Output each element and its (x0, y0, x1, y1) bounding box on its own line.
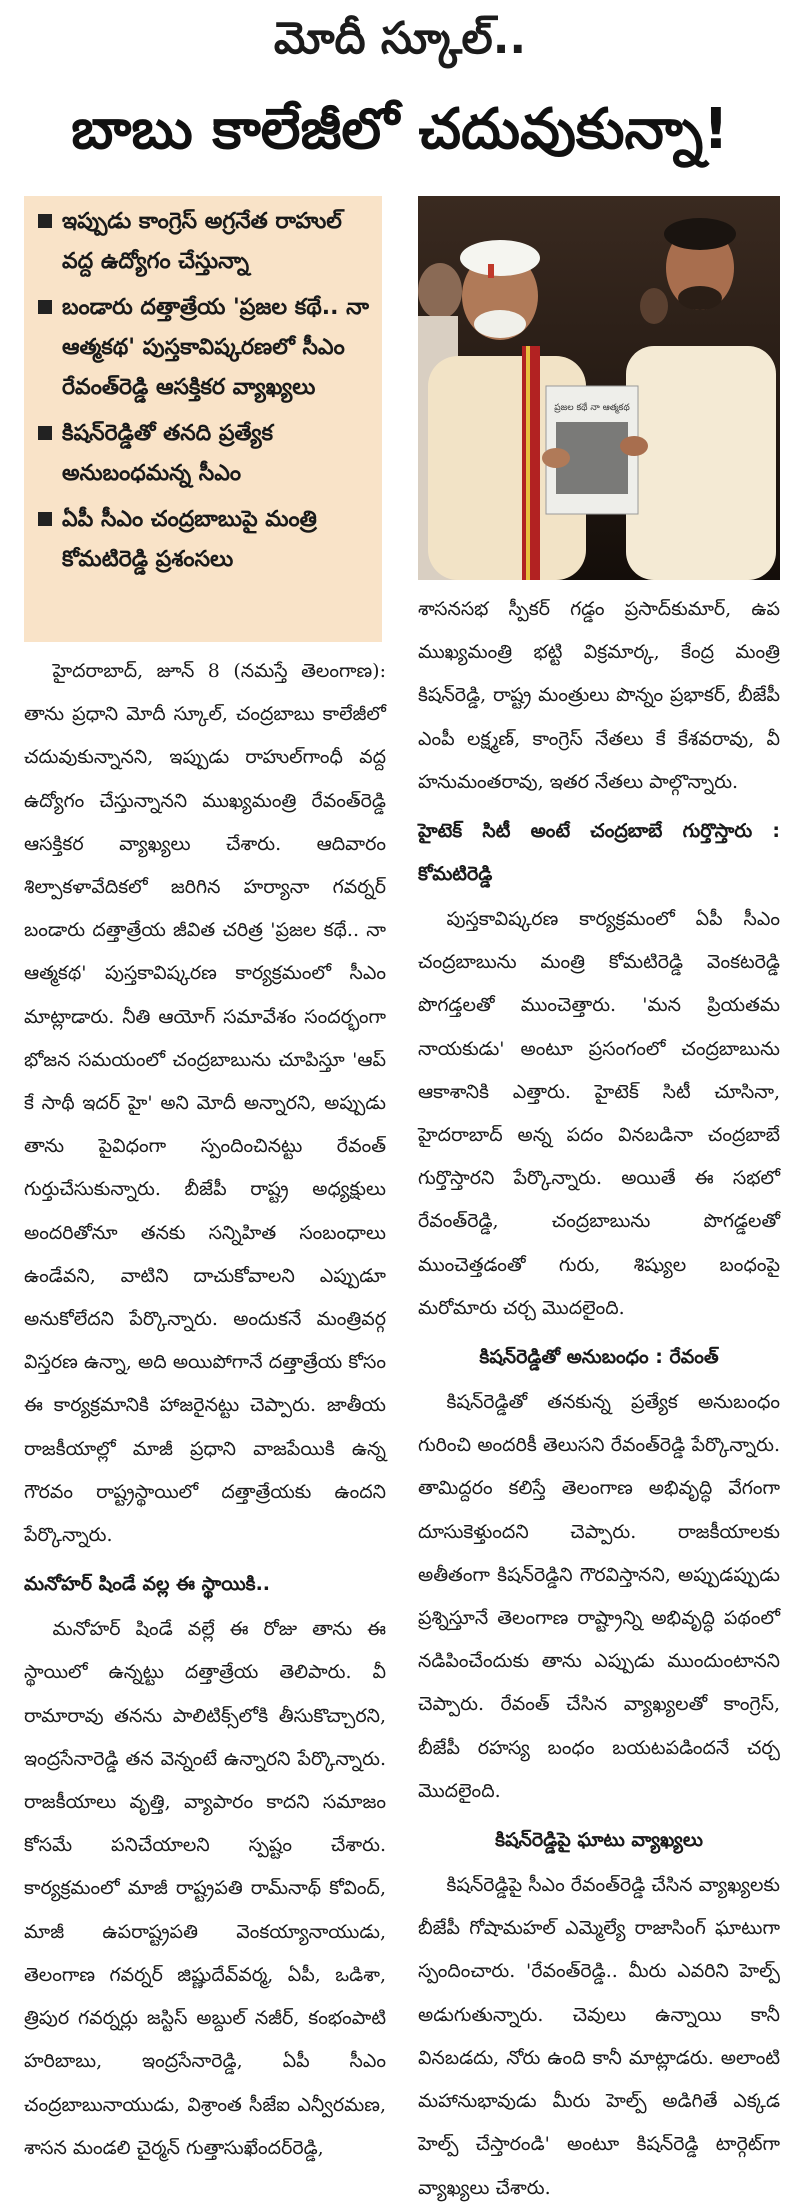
book-launch-photo (418, 196, 780, 580)
article-paragraph: శాసనసభ స్పీకర్‌ గడ్డం ప్రసాద్‌కుమార్‌, ఉప ముఖ్యమంత్రి భట్టి విక్రమార్క, కేంద్ర మంత్రి కిషన్‌రెడ్డి, రాష్ట్ర మంత్రులు పొన్నం ప్రభాకర్‌, బీజేపీ ఎంపీ లక్ష్మణ్‌, కాంగ్రెస్‌ నేతలు కే కేశవరావు, వీ హనుమంతరావు, ఇతర నేతలు పాల్గొన్నారు. (418, 598, 780, 793)
article-subheading: హైటెక్‌ సిటీ అంటే చంద్రబాబే గుర్తొస్తారు : కోమటిరెడ్డి (418, 820, 780, 886)
headline-line-2: బాబు కాలేజీలో చదువుకున్నా! (71, 97, 729, 162)
article-paragraph: మనోహర్‌ షిండే వల్లే ఈ రోజు తాను ఈ స్థాయిలో ఉన్నట్టు దత్తాత్రేయ తెలిపారు. వీ రామారావు తనను పాలిటిక్స్‌లోకి తీసుకొచ్చారని, ఇంద్రసేనారెడ్డి తన వెన్నంటే ఉన్నారని పేర్కొన్నారు. రాజకీయాలు వృత్తి, వ్యాపారం కాదని సమాజం కోసమే పనిచేయాలని స్పష్టం చేశారు. కార్యక్రమంలో మాజీ రాష్ట్రపతి రామ్‌నాథ్‌ కోవింద్‌, మాజీ ఉపరాష్ట్రపతి వెంకయ్యానాయుడు, తెలంగాణ గవర్నర్‌ జిష్ణుదేవ్‌వర్మ, ఏపీ, ఒడిశా, త్రిపుర గవర్నర్లు జస్టిస్‌ అబ్దుల్‌ నజీర్‌, కంభంపాటి హరిబాబు, ఇంద్రసేనారెడ్డి, ఏపీ సీఎం చంద్రబాబునాయుడు, విశ్రాంత సీజేఐ ఎన్వీరమణ, శాసన మండలి చైర్మన్‌ గుత్తాసుఖేందర్‌రెడ్డి, (24, 1618, 386, 2159)
highlight-item (38, 288, 374, 408)
highlight-text: కిషన్‌రెడ్డితో తనది ప్రత్యేక అనుబంధమన్న సీఎం (62, 421, 274, 486)
highlight-item (38, 500, 374, 580)
bullet-icon (38, 512, 52, 526)
article-paragraph: హైదరాబాద్‌, జూన్‌ 8 (నమస్తే తెలంగాణ): తాను ప్రధాని మోదీ స్కూల్‌, చంద్రబాబు కాలేజీలో చదువుకున్నానని, ఇప్పుడు రాహుల్‌గాంధీ వద్ద ఉద్యోగం చేస్తున్నానని ముఖ్యమంత్రి రేవంత్‌రెడ్డి ఆసక్తికర వ్యాఖ్యలు చేశారు. ఆదివారం శిల్పాకళావేదికలో జరిగిన హర్యానా గవర్నర్‌ బండారు దత్తాత్రేయ జీవిత చరిత్ర 'ప్రజల కథే.. నా ఆత్మకథ' పుస్తకావిష్కరణ కార్యక్రమంలో సీఎం మాట్లాడారు. నీతి ఆయోగ్‌ సమావేశం సందర్భంగా భోజన సమయంలో చంద్రబాబును చూపిస్తూ 'ఆప్‌ కే సాథీ ఇదర్‌ హై' అని మోదీ అన్నారని, అప్పుడు తాను పైవిధంగా స్పందించినట్టు రేవంత్‌ గుర్తుచేసుకున్నారు. బీజేపీ రాష్ట్ర అధ్యక్షులు అందరితోనూ తనకు సన్నిహిత సంబంధాలు ఉండేవని, వాటిని దాచుకోవాలని ఎప్పుడూ అనుకోలేదని పేర్కొన్నారు. అందుకనే మంత్రివర్గ విస్తరణ ఉన్నా, అది అయిపోగానే దత్తాత్రేయ కోసం ఈ కార్యక్రమానికి హాజరైనట్టు చెప్పారు. జాతీయ రాజకీయాల్లో మాజీ ప్రధాని వాజపేయికి ఉన్న గౌరవం రాష్ట్రస్థాయిలో దత్తాత్రేయకు ఉందని పేర్కొన్నారు. (24, 660, 386, 1547)
highlight-text: ఏపీ సీఎం చంద్రబాబుపై మంత్రి కోమటిరెడ్డి ప్రశంసలు (62, 507, 317, 572)
article-subheading: కిషన్‌రెడ్డితో అనుబంధం : రేవంత్‌ (479, 1346, 719, 1369)
article-column-right (418, 588, 780, 2210)
article-paragraph: పుస్తకావిష్కరణ కార్యక్రమంలో ఏపీ సీఎం చంద్రబాబును మంత్రి కోమటిరెడ్డి వెంకటరెడ్డి పొగడ్తలతో ముంచెత్తారు. 'మన ప్రియతమ నాయకుడు' అంటూ ప్రసంగంలో చంద్రబాబును ఆకాశానికి ఎత్తారు. హైటెక్‌ సిటీ చూసినా, హైదరాబాద్‌ అన్న పదం వినబడినా చంద్రబాబే గుర్తొస్తారని పేర్కొన్నారు. అయితే ఈ సభలో రేవంత్‌రెడ్డి, చంద్రబాబును పొగడ్డలతో ముంచెత్తడంతో గురు, శిష్యుల బంధంపై మరోమారు చర్చ మొదలైంది. (418, 908, 780, 1319)
article-subheading: కిషన్‌రెడ్డిపై ఘాటు వ్యాఖ్యలు (495, 1829, 703, 1852)
bullet-icon (38, 214, 52, 228)
highlight-item (38, 414, 374, 494)
highlight-item (38, 202, 374, 282)
news-photo (418, 196, 780, 580)
article-subheading: మనోహర్‌ షిండే వల్ల ఈ స్థాయికి.. (24, 1573, 271, 1596)
bullet-icon (38, 300, 52, 314)
bullet-icon (38, 426, 52, 440)
highlights-box (24, 196, 382, 642)
article-paragraph: కిషన్‌రెడ్డితో తనకున్న ప్రత్యేక అనుబంధం గురించి అందరికీ తెలుసని రేవంత్‌రెడ్డి పేర్కొన్నారు. తామిద్దరం కలిస్తే తెలంగాణ అభివృద్ధి వేగంగా దూసుకెళ్తుందని చెప్పారు. రాజకీయాలకు అతీతంగా కిషన్‌రెడ్డిని గౌరవిస్తానని, అప్పుడప్పుడు ప్రశ్నిస్తూనే తెలంగాణ రాష్ట్రాన్ని అభివృద్ధి పథంలో నడిపించేందుకు తాను ఎప్పుడు ముందుంటానని చెప్పారు. రేవంత్‌ చేసిన వ్యాఖ్యలతో కాంగ్రెస్‌, బీజేపీ రహస్య బంధం బయటపడిందనే చర్చ మొదలైంది. (418, 1391, 780, 1802)
highlight-text: ఇప్పుడు కాంగ్రెస్‌ అగ్రనేత రాహుల్‌ వద్ద ఉద్యోగం చేస్తున్నా (62, 209, 342, 274)
highlight-text: బండారు దత్తాత్రేయ 'ప్రజల కథే.. నా ఆత్మకథ' పుస్తకావిష్కరణలో సీఎం రేవంత్‌రెడ్డి ఆసక్తికర వ్యాఖ్యలు (62, 295, 370, 400)
article-column-left (24, 650, 386, 2170)
book-title: ప్రజల కథే నా ఆత్మకథ (554, 403, 630, 413)
article-paragraph: కిషన్‌రెడ్డిపై సీఎం రేవంత్‌రెడ్డి చేసిన వ్యాఖ్యలకు బీజేపీ గోషామహల్‌ ఎమ్మెల్యే రాజాసింగ్‌ ఘాటుగా స్పందించారు. 'రేవంత్‌రెడ్డి.. మీరు ఎవరిని హెల్ప్‌ అడుగుతున్నారు. చెవులు ఉన్నాయి కానీ వినబడదు, నోరు ఉంది కానీ మాట్లాడరు. అలాంటి మహానుభావుడు మీరు హెల్ప్‌ అడిగితే ఎక్కడ హెల్ప్‌ చేస్తారండి' అంటూ కిషన్‌రెడ్డి టార్గెట్‌గా వ్యాఖ్యలు చేశారు. (418, 1874, 780, 2199)
headline-line-1: మోదీ స్కూల్‌.. (273, 13, 527, 64)
